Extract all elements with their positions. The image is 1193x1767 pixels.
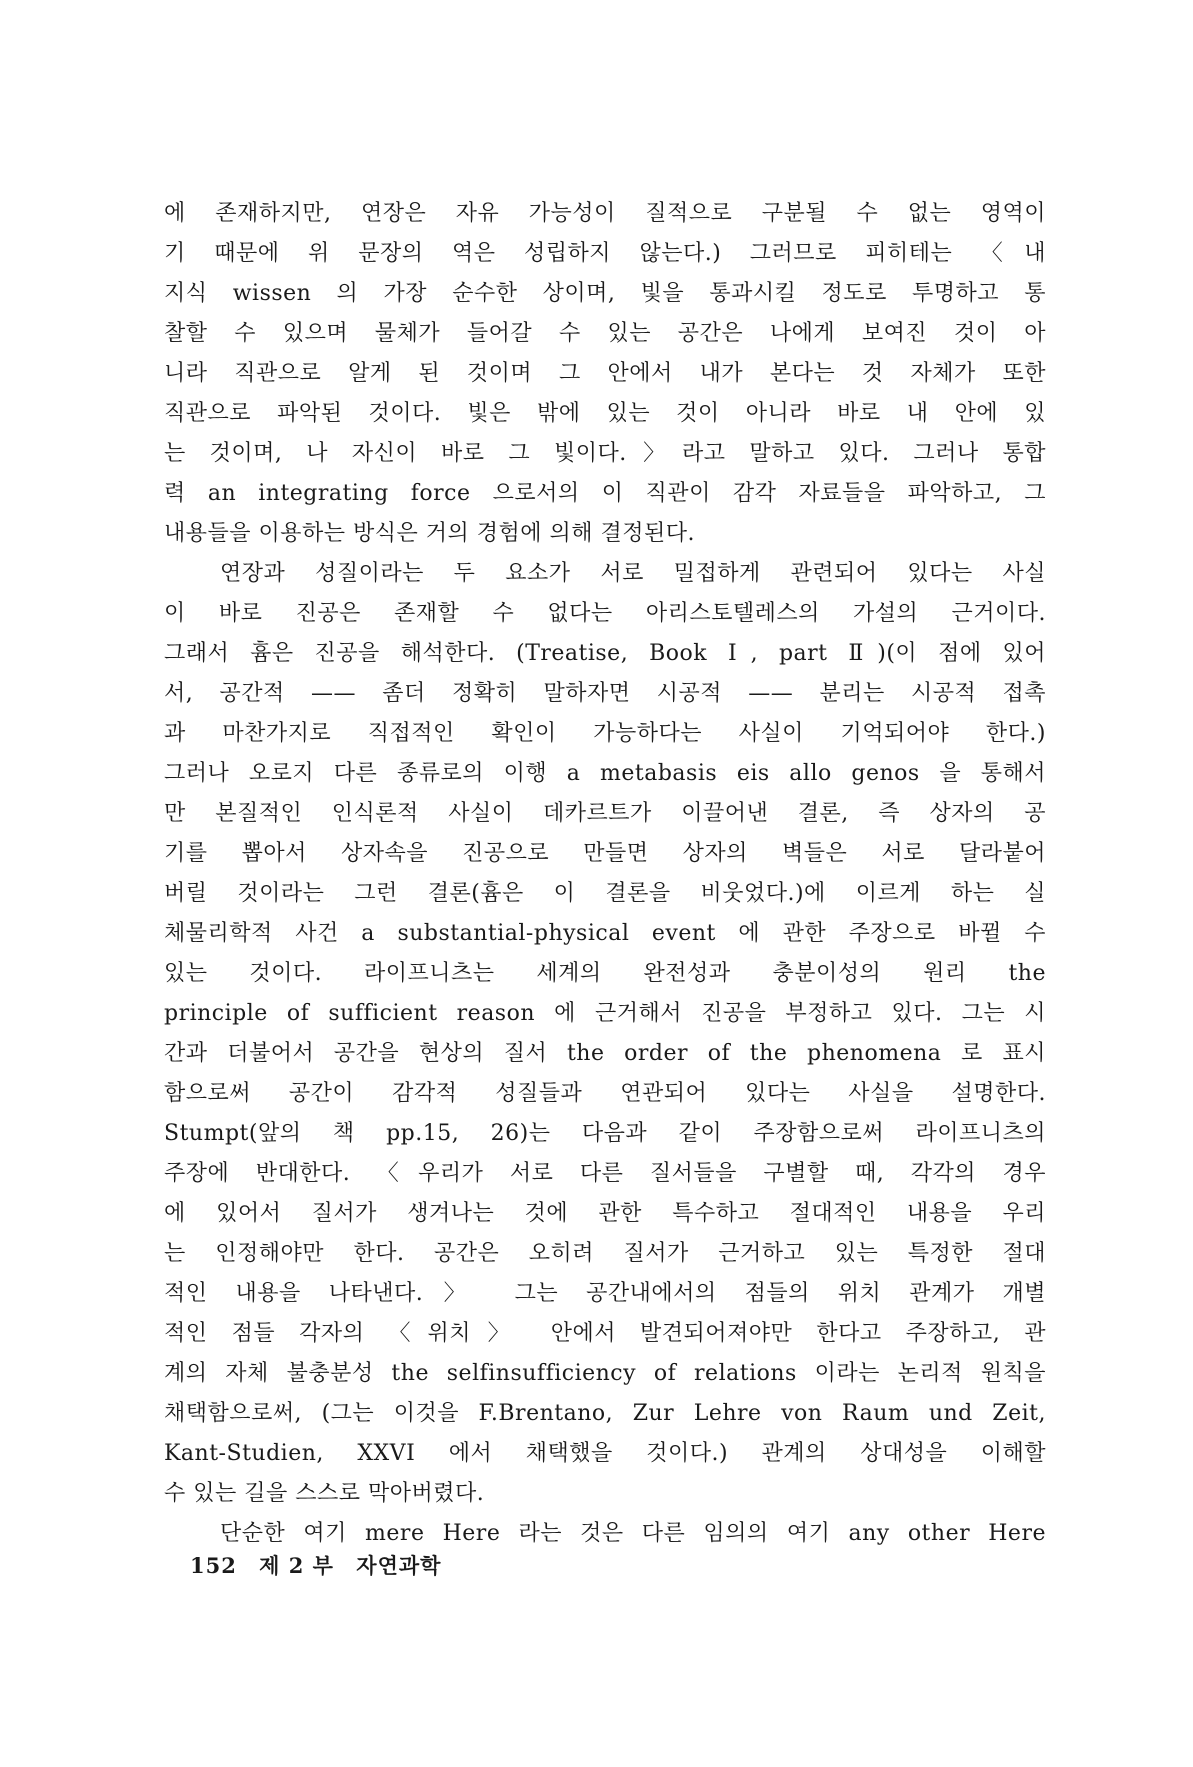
text-line: 주장에 반대한다. 〈우리가 서로 다른 질서들을 구별할 때, 각각의 경우 <box>164 1161 1046 1186</box>
text-line: 체물리학적 사건 a substantial-physical event 에 관한 주장으로 바뀔 수 <box>164 921 1046 946</box>
text-line: 는 인정해야만 한다. 공간은 오히려 질서가 근거하고 있는 특정한 절대 <box>164 1241 1046 1266</box>
text-line: 계의 자체 불충분성 the selfinsufficiency of relations 이라는 논리적 원칙을 <box>164 1361 1046 1386</box>
text-line: 수 있는 길을 스스로 막아버렸다. <box>164 1481 485 1506</box>
text-line: 함으로써 공간이 감각적 성질들과 연관되어 있다는 사실을 설명한다. <box>164 1081 1046 1106</box>
text-line: 적인 내용을 나타낸다.〉 그는 공간내에서의 점들의 위치 관계가 개별 <box>164 1281 1046 1306</box>
text-line: 만 본질적인 인식론적 사실이 데카르트가 이끌어낸 결론, 즉 상자의 공 <box>164 801 1046 826</box>
text-line: 기를 뽑아서 상자속을 진공으로 만들면 상자의 벽들은 서로 달라붙어 <box>164 841 1046 866</box>
section-label: 자연과학 <box>356 1553 442 1578</box>
text-line: principle of sufficient reason 에 근거해서 진공을 부정하고 있다. 그는 시 <box>164 1001 1046 1026</box>
text-line: 간과 더불어서 공간을 현상의 질서 the order of the phenomena 로 표시 <box>164 1041 1046 1066</box>
text-line: 에 존재하지만, 연장은 자유 가능성이 질적으로 구분될 수 없는 영역이 <box>164 201 1046 226</box>
text-line: 버릴 것이라는 그런 결론(흄은 이 결론을 비웃었다.)에 이르게 하는 실 <box>164 881 1046 906</box>
text-line: Kant-Studien, XXVI 에서 채택했을 것이다.) 관계의 상대성을 이해할 <box>164 1441 1046 1466</box>
text-line: 있는 것이다. 라이프니츠는 세계의 완전성과 충분이성의 원리 the <box>164 961 1046 986</box>
text-line: 니라 직관으로 알게 된 것이며 그 안에서 내가 본다는 것 자체가 또한 <box>164 361 1046 386</box>
paragraph-start-line: 연장과 성질이라는 두 요소가 서로 밀접하게 관련되어 있다는 사실 <box>220 561 1046 586</box>
text-line: 내용들을 이용하는 방식은 거의 경험에 의해 결정된다. <box>164 521 695 546</box>
text-line: 찰할 수 있으며 물체가 들어갈 수 있는 공간은 나에게 보여진 것이 아 <box>164 321 1046 346</box>
text-line: Stumpt(앞의 책 pp.15, 26)는 다음과 같이 주장함으로써 라이프니츠의 <box>164 1121 1046 1146</box>
text-line: 채택함으로써, (그는 이것을 F.Brentano, Zur Lehre von Raum und Zeit, <box>164 1401 1046 1426</box>
text-line: 그래서 흄은 진공을 해석한다. (Treatise, Book Ⅰ, part Ⅱ)(이 점에 있어 <box>164 641 1046 666</box>
page-footer <box>190 1550 455 1580</box>
text-line: 직관으로 파악된 것이다. 빛은 밖에 있는 것이 아니라 바로 내 안에 있 <box>164 401 1046 426</box>
text-line: 그러나 오로지 다른 종류로의 이행 a metabasis eis allo genos 을 통해서 <box>164 761 1046 786</box>
paragraph-start-line: 단순한 여기 mere Here 라는 것은 다른 임의의 여기 any other Here <box>220 1521 1046 1546</box>
text-line: 에 있어서 질서가 생겨나는 것에 관한 특수하고 절대적인 내용을 우리 <box>164 1201 1046 1226</box>
text-line: 과 마찬가지로 직접적인 확인이 가능하다는 사실이 기억되어야 한다.) <box>164 721 1046 746</box>
text-line: 는 것이며, 나 자신이 바로 그 빛이다.〉라고 말하고 있다. 그러나 통합 <box>164 441 1046 466</box>
text-line: 지식 wissen 의 가장 순수한 상이며, 빛을 통과시킬 정도로 투명하고 통 <box>164 281 1046 306</box>
text-line: 기 때문에 위 문장의 역은 성립하지 않는다.) 그러므로 피히테는 〈내 <box>164 241 1046 266</box>
text-line: 력 an integrating force 으로서의 이 직관이 감각 자료들을 파악하고, 그 <box>164 481 1046 506</box>
text-line: 이 바로 진공은 존재할 수 없다는 아리스토텔레스의 가설의 근거이다. <box>164 601 1046 626</box>
part-label: 제 2 부 <box>259 1553 334 1578</box>
page-number: 152 <box>190 1553 237 1578</box>
text-line: 서, 공간적 —— 좀더 정확히 말하자면 시공적 —— 분리는 시공적 접촉 <box>164 681 1046 706</box>
text-line: 적인 점들 각자의 〈위치〉 안에서 발견되어져야만 한다고 주장하고, 관 <box>164 1321 1046 1346</box>
body-text <box>164 194 1046 1554</box>
